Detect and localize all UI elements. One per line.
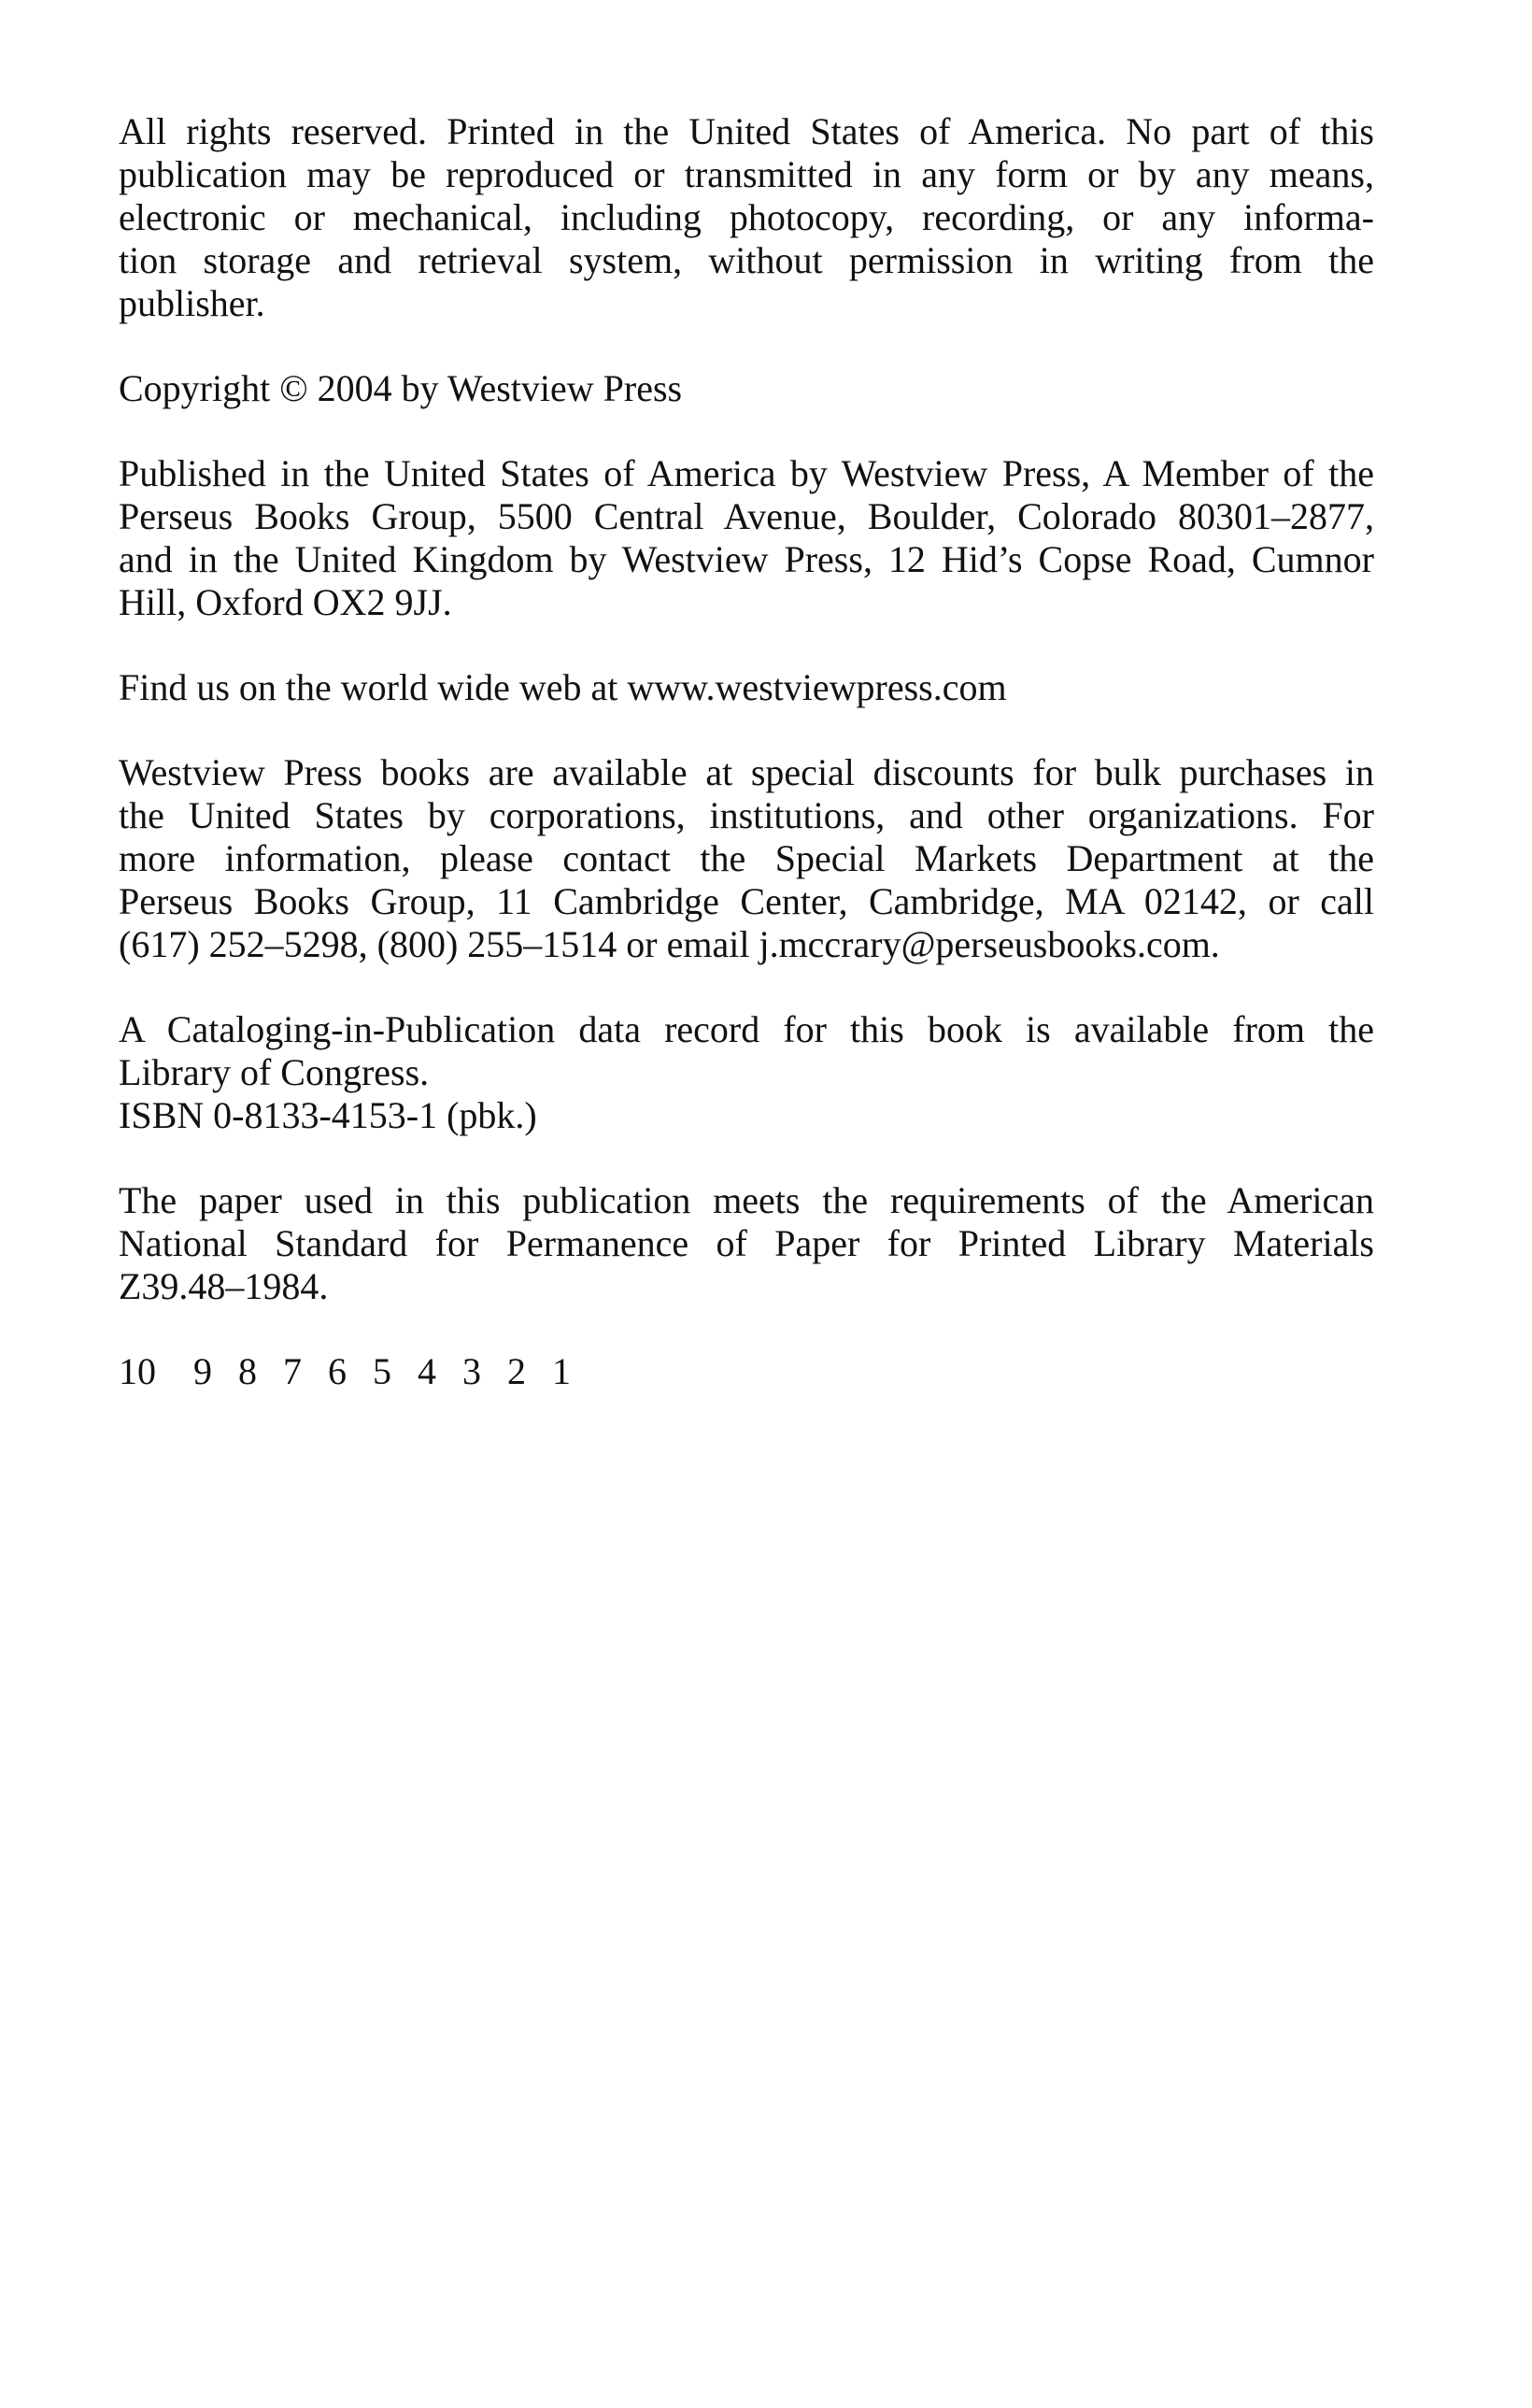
rights-line: All rights reserved. Printed in the United States of America. No part of this [119, 110, 1374, 152]
paper-line: The paper used in this publication meets the requirements of the American [119, 1179, 1374, 1221]
copyright-notice [119, 367, 1374, 410]
rights-line: tion storage and retrieval system, without permission in writing from the [119, 239, 1374, 281]
printing-number-line [119, 1350, 1374, 1393]
printing-number: 6 [328, 1350, 347, 1392]
discounts-line: (617) 252–5298, (800) 255–1514 or email j.mccrary@perseusbooks.com. [119, 923, 1220, 965]
publisher-line: Hill, Oxford OX2 9JJ. [119, 581, 452, 623]
discounts-line: Perseus Books Group, 11 Cambridge Center, Cambridge, MA 02142, or call [119, 880, 1374, 922]
printing-number: 3 [462, 1350, 481, 1392]
printing-number: 7 [283, 1350, 302, 1392]
isbn-line: ISBN 0-8133-4153-1 (pbk.) [119, 1094, 537, 1136]
publisher-line: and in the United Kingdom by Westview Press, 12 Hid’s Copse Road, Cumnor [119, 538, 1374, 580]
paper-paragraph [119, 1179, 1374, 1308]
web-line: Find us on the world wide web at www.westviewpress.com [119, 666, 1007, 708]
cip-line: A Cataloging-in-Publication data record for this book is available from the [119, 1008, 1374, 1050]
cip-line: Library of Congress. [119, 1051, 430, 1093]
printing-number: 9 [193, 1350, 212, 1392]
printing-number: 8 [238, 1350, 257, 1392]
rights-line: publication may be reproduced or transmitted in any form or by any means, [119, 153, 1374, 195]
paper-line: National Standard for Permanence of Paper for Printed Library Materials [119, 1222, 1374, 1264]
publisher-line: Published in the United States of America by Westview Press, A Member of the [119, 452, 1374, 494]
web-paragraph [119, 666, 1374, 709]
printing-number: 2 [507, 1350, 526, 1392]
copyright-line: Copyright © 2004 by Westview Press [119, 367, 683, 409]
printing-number: 4 [418, 1350, 436, 1392]
discounts-paragraph [119, 751, 1374, 966]
rights-line: publisher. [119, 282, 265, 324]
cip-paragraph [119, 1008, 1374, 1137]
discounts-line: the United States by corporations, institutions, and other organizations. For [119, 794, 1374, 836]
publisher-paragraph [119, 452, 1374, 624]
paper-line: Z39.48–1984. [119, 1265, 329, 1307]
rights-paragraph [119, 110, 1374, 325]
discounts-line: more information, please contact the Special Markets Department at the [119, 837, 1374, 879]
rights-line: electronic or mechanical, including photocopy, recording, or any informa- [119, 196, 1374, 238]
printing-number: 1 [552, 1350, 571, 1392]
printing-number: 10 [119, 1350, 156, 1392]
printing-number: 5 [373, 1350, 391, 1392]
publisher-line: Perseus Books Group, 5500 Central Avenue, Boulder, Colorado 80301–2877, [119, 495, 1374, 537]
copyright-page [119, 110, 1374, 1393]
discounts-line: Westview Press books are available at special discounts for bulk purchases in [119, 751, 1374, 793]
